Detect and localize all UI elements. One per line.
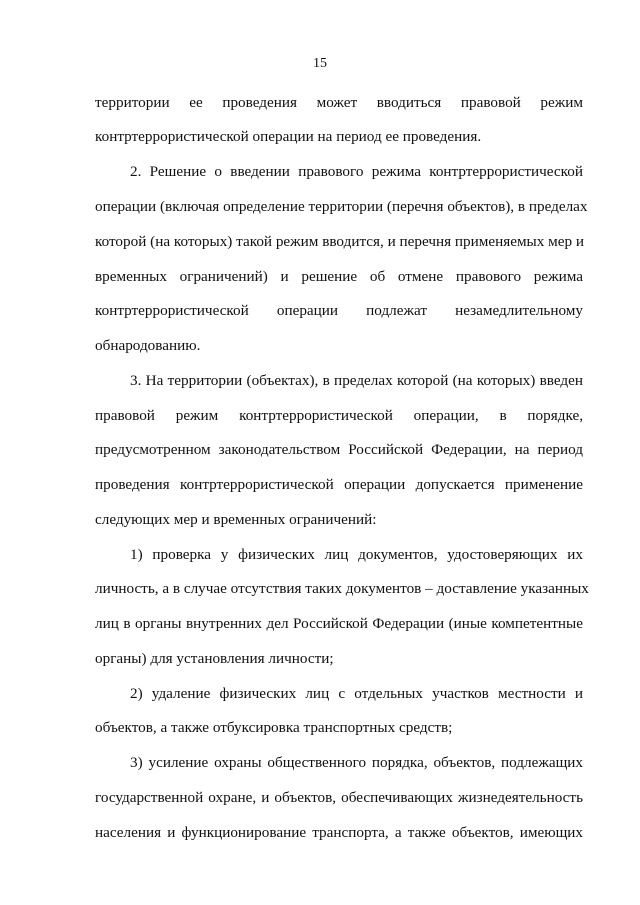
- text-line: 3. На территории (объектах), в пределах которой (на которых) введен: [130, 372, 583, 389]
- text-line: 2. Решение о введении правового режима контртеррористической: [130, 163, 583, 180]
- text-line: органы) для установления личности;: [95, 650, 334, 667]
- text-line: территории ее проведения может вводиться правовой режим: [95, 94, 583, 111]
- text-line: проведения контртеррористической операции допускается применение: [95, 476, 583, 493]
- text-line: следующих мер и временных ограничений:: [95, 511, 377, 528]
- page-number: 15: [313, 56, 327, 71]
- text-line: личность, а в случае отсутствия таких документов – доставление указанных: [95, 580, 589, 597]
- text-line: контртеррористической операции подлежат незамедлительному: [95, 302, 583, 319]
- text-line: объектов, а также отбуксировка транспортных средств;: [95, 719, 453, 736]
- text-line: операции (включая определение территории (перечня объектов), в пределах: [95, 198, 588, 215]
- text-line: 3) усиление охраны общественного порядка, объектов, подлежащих: [130, 754, 583, 771]
- text-line: населения и функционирование транспорта, а также объектов, имеющих: [95, 824, 583, 841]
- text-line: 1) проверка у физических лиц документов, удостоверяющих их: [130, 546, 583, 563]
- text-line: 2) удаление физических лиц с отдельных участков местности и: [130, 685, 583, 702]
- text-line: государственной охране, и объектов, обеспечивающих жизнедеятельность: [95, 789, 583, 806]
- text-line: предусмотренном законодательством Российской Федерации, на период: [95, 441, 583, 458]
- text-line: обнародованию.: [95, 337, 201, 354]
- text-line: которой (на которых) такой режим вводится, и перечня применяемых мер и: [95, 233, 585, 250]
- text-line: лиц в органы внутренних дел Российской Федерации (иные компетентные: [95, 615, 583, 632]
- text-line: контртеррористической операции на период ее проведения.: [95, 128, 482, 145]
- text-line: временных ограничений) и решение об отмене правового режима: [95, 268, 583, 285]
- text-line: правовой режим контртеррористической операции, в порядке,: [95, 407, 583, 424]
